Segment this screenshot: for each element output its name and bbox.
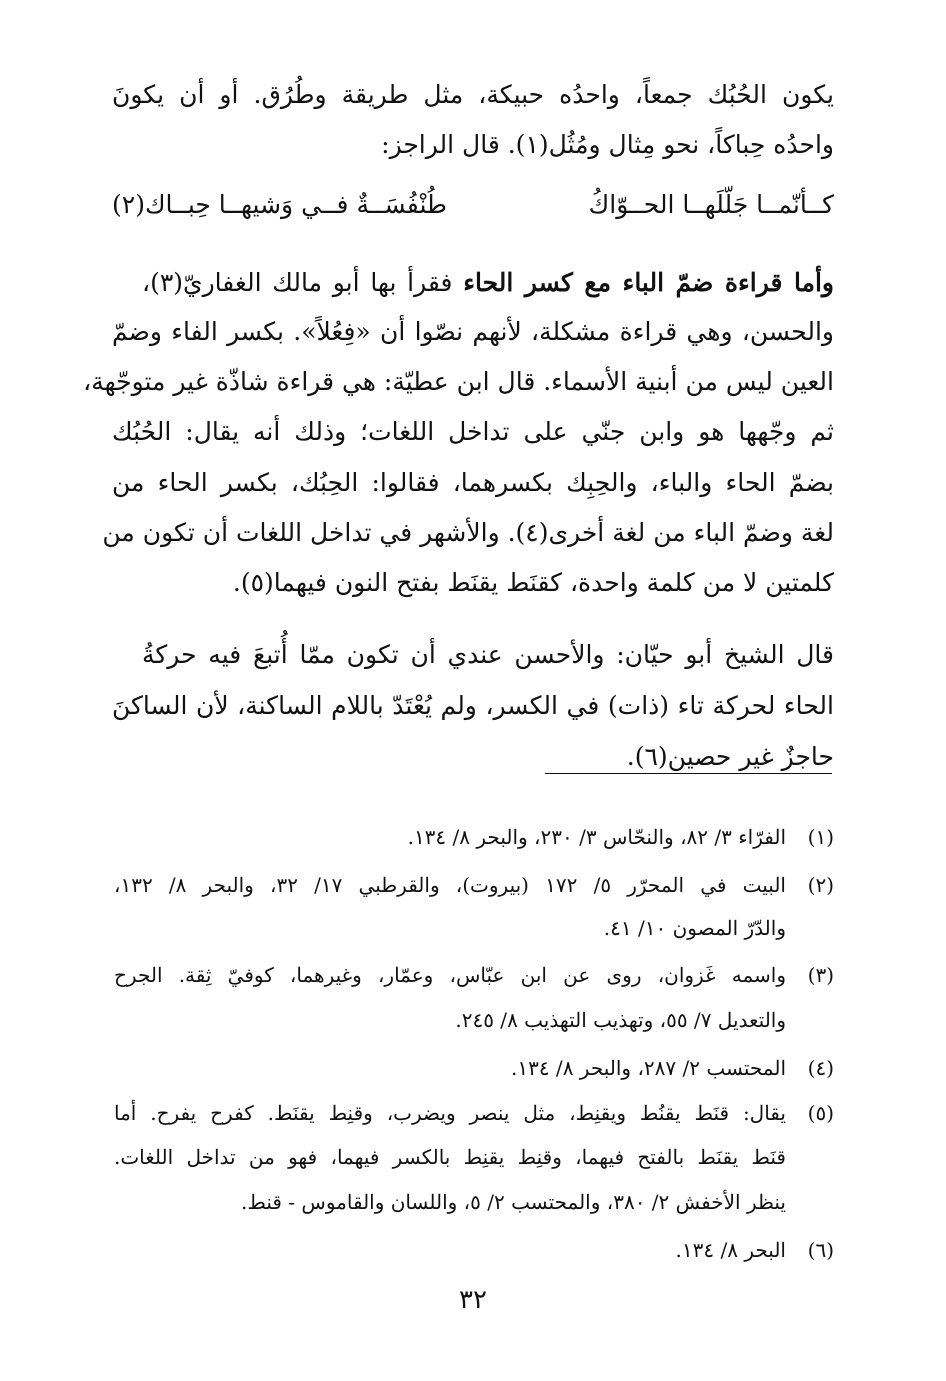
footnote-line: والتعديل ٧/ ٥٥، وتهذيب التهذيب ٨/ ٢٤٥. bbox=[455, 1008, 786, 1032]
footnote-number: (٥) bbox=[807, 1101, 834, 1125]
body-line: واحدُه حِباكاً، نحو مِثال ومُثُل(١). قال الراجز: bbox=[381, 130, 834, 159]
body-line: يكون الحُبُك جمعاً، واحدُه حبيكة، مثل طريقة وطُرُق. أو أن يكونَ bbox=[112, 80, 834, 109]
body-line bbox=[142, 265, 834, 301]
footnote-line: قنَط يقنَط بالفتح فيهما، وقنِط يقنِط بالكسر فيهما، فهو من تداخل اللغات. bbox=[114, 1145, 786, 1169]
body-line: العين ليس من أبنية الأسماء. قال ابن عطيّة: هي قراءة شاذّة غير متوجّهة، bbox=[83, 367, 834, 396]
body-line: لغة وضمّ الباء من لغة أخرى(٤). والأشهر في تداخل اللغات أن تكون من bbox=[102, 518, 834, 547]
verse-second-hemistich: طُنْفُسَــةٌ فــي وَشيهــا حِبــاك(٢) bbox=[112, 190, 447, 219]
body-line: قال الشيخ أبو حيّان: والأحسن عندي أن تكون ممّا أُتبعَ فيه حركةُ bbox=[142, 640, 834, 669]
footnote-number: (٢) bbox=[807, 873, 834, 897]
footnote-number: (٦) bbox=[807, 1238, 834, 1262]
footnote-line: المحتسب ٢/ ٢٨٧، والبحر ٨/ ١٣٤. bbox=[510, 1056, 786, 1080]
verse-first-hemistich: كــأنّمــا جَلّلَهــا الحــوّاكُ bbox=[588, 190, 834, 219]
footnote-number: (٣) bbox=[807, 963, 834, 987]
body-line: حاجزٌ غير حصين(٦). bbox=[626, 742, 834, 771]
footnote-line: ينظر الأخفش ٢/ ٣٨٠، والمحتسب ٢/ ٥، واللسان والقاموس - قنط. bbox=[241, 1190, 786, 1214]
footnote-line: الفرّاء ٣/ ٨٢، والنحّاس ٣/ ٢٣٠، والبحر ٨/ ١٣٤. bbox=[407, 825, 786, 849]
footnote-number: (١) bbox=[807, 825, 834, 849]
footnote-separator bbox=[545, 773, 832, 774]
footnote-line: يقال: قنَط يقنُط ويقنِط، مثل ينصر ويضرب، وقنِط يقنَط. كفرح يفرح. أما bbox=[114, 1101, 786, 1125]
footnote-line: البيت في المحرّر ٥/ ١٧٢ (بيروت)، والقرطبي ١٧/ ٣٢، والبحر ٨/ ١٣٢، bbox=[114, 873, 786, 897]
footnote-line: والدّرّ المصون ١٠/ ٤١. bbox=[603, 916, 786, 940]
footnote-line: واسمه غَزوان، روى عن ابن عبّاس، وعمّار، وغيرهما، كوفيّ ثِقة. الجرح bbox=[114, 963, 786, 987]
verse bbox=[112, 190, 834, 230]
body-line: بضمّ الحاء والباء، والحِبِك بكسرهما، فقالوا: الحِبُك، بكسر الحاء من bbox=[112, 468, 834, 497]
page-number: ٣٢ bbox=[459, 1285, 487, 1315]
footnote-number: (٤) bbox=[807, 1056, 834, 1080]
footnote-line: البحر ٨/ ١٣٤. bbox=[675, 1238, 786, 1262]
body-line: والحسن، وهي قراءة مشكلة، لأنهم نصّوا أن «فِعُلاً». بكسر الفاء وضمّ bbox=[112, 317, 834, 346]
body-text: فقرأ بها أبو مالك الغفاريّ(٣)، bbox=[142, 268, 464, 297]
body-line: ثم وجّهها هو وابن جنّي على تداخل اللغات؛ وذلك أنه يقال: الحُبُك bbox=[112, 417, 834, 446]
bold-phrase: وأما قراءة ضمّ الباء مع كسر الحاء bbox=[463, 268, 835, 297]
body-line: الحاء لحركة تاء (ذات) في الكسر، ولم يُعْتَدّ باللام الساكنة، لأن الساكنَ bbox=[112, 691, 834, 720]
body-line: كلمتين لا من كلمة واحدة، كقنَط يقنَط بفتح النون فيهما(٥). bbox=[232, 568, 834, 597]
